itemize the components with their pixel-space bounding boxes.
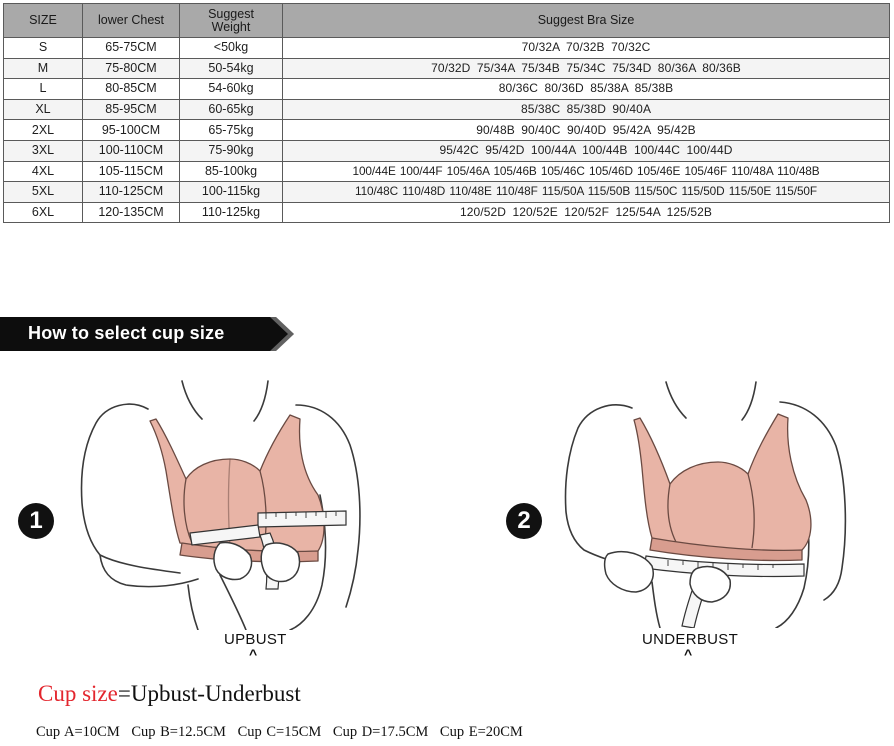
cell-weight: <50kg: [180, 38, 283, 59]
size-chart-table: [3, 3, 890, 223]
cell-weight: 75-90kg: [180, 140, 283, 161]
cell-lower-chest: 110-125CM: [83, 182, 180, 203]
cell-size: XL: [4, 99, 83, 120]
cup-value-item: Cup A=10CM: [36, 724, 120, 740]
cell-weight: 54-60kg: [180, 79, 283, 100]
table-row: [4, 38, 890, 59]
cell-weight: 65-75kg: [180, 120, 283, 141]
header-size: SIZE: [4, 4, 83, 38]
cup-value-item: Cup B=12.5CM: [131, 724, 226, 740]
cell-size: 5XL: [4, 182, 83, 203]
cell-size: 4XL: [4, 161, 83, 182]
cell-size: 2XL: [4, 120, 83, 141]
table-row: [4, 58, 890, 79]
step-two-badge: 2: [506, 503, 542, 539]
cell-size: 3XL: [4, 140, 83, 161]
underbust-caret-icon: ^: [684, 646, 693, 662]
cell-size: S: [4, 38, 83, 59]
header-suggest-weight-label: Suggest Weight: [208, 6, 254, 34]
cell-lower-chest: 105-115CM: [83, 161, 180, 182]
cup-value-item: Cup C=15CM: [237, 724, 322, 740]
cup-values-list: [36, 724, 530, 741]
cell-bra-size: 85/38C 85/38D 90/40A: [283, 99, 890, 120]
cell-bra-size: 70/32A 70/32B 70/32C: [283, 38, 890, 59]
cell-size: 6XL: [4, 202, 83, 223]
formula-prefix: Cup size: [38, 681, 118, 706]
cup-size-formula: [38, 681, 301, 707]
banner-title: How to select cup size: [28, 323, 225, 343]
cell-weight: 85-100kg: [180, 161, 283, 182]
table-row: [4, 79, 890, 100]
section-banner: [0, 317, 296, 351]
cell-lower-chest: 100-110CM: [83, 140, 180, 161]
underbust-measure-illustration: [548, 378, 868, 628]
cell-bra-size: 110/48C 110/48D 110/48E 110/48F 115/50A 115/50B 115/50C 115/50D 115/50E 115/50F: [283, 182, 890, 203]
cell-weight: 100-115kg: [180, 182, 283, 203]
step-one-badge: 1: [18, 503, 54, 539]
underbust-label: UNDERBUST: [642, 631, 739, 648]
table-row: [4, 99, 890, 120]
cell-lower-chest: 75-80CM: [83, 58, 180, 79]
header-lower-chest: lower Chest: [83, 4, 180, 38]
cell-bra-size: 90/48B 90/40C 90/40D 95/42A 95/42B: [283, 120, 890, 141]
cell-weight: 110-125kg: [180, 202, 283, 223]
table-row: [4, 182, 890, 203]
table-header-row: [4, 4, 890, 38]
cell-lower-chest: 85-95CM: [83, 99, 180, 120]
cup-value-item: Cup E=20CM: [439, 724, 523, 740]
cell-weight: 50-54kg: [180, 58, 283, 79]
table-row: [4, 120, 890, 141]
upbust-label: UPBUST: [224, 631, 287, 648]
cell-bra-size: 95/42C 95/42D 100/44A 100/44B 100/44C 100/44D: [283, 140, 890, 161]
cell-lower-chest: 120-135CM: [83, 202, 180, 223]
table-row: [4, 161, 890, 182]
upbust-caret-icon: ^: [249, 646, 258, 662]
cell-bra-size: 80/36C 80/36D 85/38A 85/38B: [283, 79, 890, 100]
cell-lower-chest: 95-100CM: [83, 120, 180, 141]
table-row: [4, 202, 890, 223]
table-row: [4, 140, 890, 161]
upbust-measure-illustration: [70, 375, 370, 630]
formula-expression: =Upbust-Underbust: [117, 681, 301, 706]
cell-lower-chest: 80-85CM: [83, 79, 180, 100]
cell-bra-size: 100/44E 100/44F 105/46A 105/46B 105/46C 105/46D 105/46E 105/46F 110/48A 110/48B: [283, 161, 890, 182]
cell-lower-chest: 65-75CM: [83, 38, 180, 59]
cell-bra-size: 70/32D 75/34A 75/34B 75/34C 75/34D 80/36A 80/36B: [283, 58, 890, 79]
cell-weight: 60-65kg: [180, 99, 283, 120]
cell-size: L: [4, 79, 83, 100]
cup-value-item: Cup D=17.5CM: [332, 724, 429, 740]
cell-size: M: [4, 58, 83, 79]
cell-bra-size: 120/52D 120/52E 120/52F 125/54A 125/52B: [283, 202, 890, 223]
header-suggest-weight: [180, 4, 283, 38]
header-suggest-bra-size: Suggest Bra Size: [283, 4, 890, 38]
